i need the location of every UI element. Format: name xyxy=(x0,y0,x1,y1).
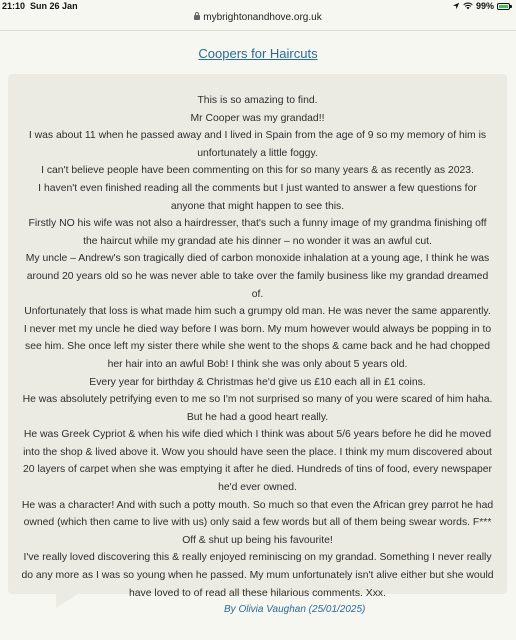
status-date: Sun 26 Jan xyxy=(30,1,78,11)
comment-paragraph: He was Greek Cypriot & when his wife died which I think was about 5/6 years before he did he moved into the shop & lived above it. Wow you should have seen the place. I think my mum discovered about 20 layers of carpet when she was emptying it after he died. Hundreds of tins of food, every newspaper he'd ever owned. xyxy=(23,429,492,494)
status-indicators xyxy=(452,1,510,11)
page-title-link[interactable]: Coopers for Haircuts xyxy=(198,46,318,61)
status-clock: 21:10 xyxy=(2,1,26,11)
comment-body xyxy=(20,92,495,602)
address-bar[interactable] xyxy=(0,12,516,23)
comment-paragraph: He was absolutely petrifying even to me so I'm not surprised so many of you were scared of him haha. But he had a good heart really. xyxy=(22,394,493,423)
comment-paragraph: He was a character! And with such a potty mouth. So much so that even the African grey parrot he had owned (which then came to live with us) only said a few words but all of them being swear words. F*** Off & shut up being his favourite! xyxy=(21,499,494,546)
comment-paragraph: I never met my uncle he died way before I was born. My mum however would always be popping in to see him. She once left my sister there while she went to the shops & came back and he had chopped her hair into an awful Bob! I think she was only about 5 years old. xyxy=(23,323,492,370)
battery-level-fill xyxy=(499,5,508,8)
status-bar xyxy=(0,0,516,31)
comment-paragraph: I haven't even finished reading all the comments but I just wanted to answer a few questions for anyone that might happen to see this. xyxy=(38,182,477,212)
comment-paragraph: Unfortunately that loss is what made him such a grumpy old man. He was never the same apparently. xyxy=(24,306,491,318)
status-time xyxy=(2,1,78,11)
battery-percent: 99% xyxy=(475,1,494,11)
wifi-icon xyxy=(463,2,473,10)
comment-paragraph: Firstly NO his wife was not also a hairdresser, that's such a funny image of my grandma finishing off the haircut while my grandad ate his dinner – no wonder it was an awful cut. xyxy=(28,218,487,247)
battery-icon xyxy=(497,3,510,10)
lock-icon xyxy=(194,15,200,20)
comment-bubble xyxy=(8,74,507,599)
comment-paragraph: This is so amazing to find. xyxy=(197,95,318,106)
comment-paragraph: I was about 11 when he passed away and I lived in Spain from the age of 9 so my memory of him is unfortunately a little foggy. xyxy=(28,130,487,159)
comment-paragraph: I've really loved discovering this & really enjoyed reminiscing on my grandad. Something I never really do any more as I was so young when he passed. My mum unfortunately isn't alive either but she would have loved to of read all these hilarious comments. Xxx. xyxy=(21,552,494,599)
comment-byline: By Olivia Vaughan (25/01/2025) xyxy=(224,604,366,615)
comment-paragraph: Mr Cooper was my grandad!! xyxy=(190,112,325,124)
location-arrow-icon xyxy=(452,2,460,10)
comment-paragraph: I can't believe people have been commenting on this for so many years & as recently as 2023. xyxy=(41,165,474,177)
comment-paragraph: Every year for birthday & Christmas he'd give us £10 each all in £1 coins. xyxy=(89,376,426,388)
comment-paragraph: My uncle – Andrew's son tragically died of carbon monoxide inhalation at a young age, I think he was around 20 years old so he was never able to take over the family business like my grandad dreamed of. xyxy=(25,253,490,300)
url-text: mybrightonandhove.org.uk xyxy=(203,12,322,23)
